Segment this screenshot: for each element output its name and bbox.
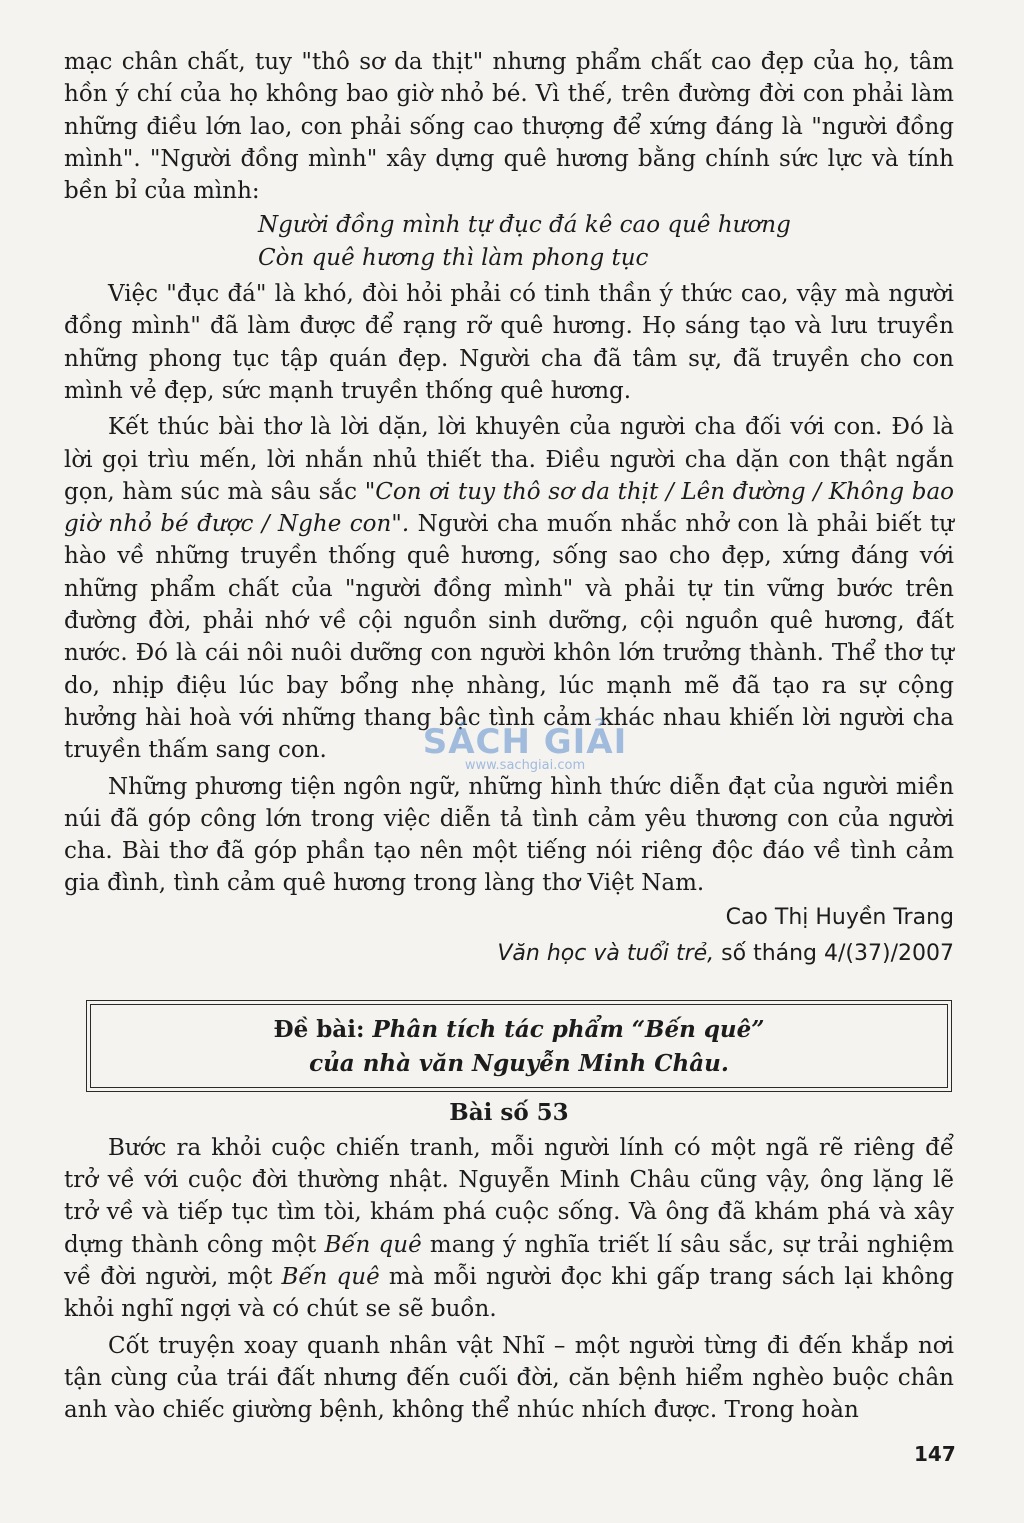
conclusion-quote: "Con ơi tuy thô sơ da thịt / Lên đường / Không bao giờ nhỏ bé được / Nghe con". (64, 478, 955, 538)
essay-p1-text-a: Bước ra khỏi cuộc chiến tranh, mỗi người lính có một ngã rẽ riêng để trở về với cuộc đời thường nhật. Nguyễn Minh Châu cũng vậy, ông lặng lẽ trở về và tiếp tục tìm tòi, khám phá cuộc sống. Và ông đã khám phá và xây dựng thành công một (64, 1134, 954, 1258)
topic-box (86, 1000, 952, 1092)
essay-title: Bài số 53 (449, 1098, 569, 1126)
author-name: Cao Thị Huyền Trang (725, 904, 954, 930)
paragraph-conclusion (64, 411, 954, 766)
source-citation (64, 936, 954, 972)
topic-inner (90, 1004, 948, 1088)
conclusion-text-2: Người cha muốn nhắc nhở con là phải biết tự hào về những truyền thống quê hương, sống sao cho đẹp, xứng đáng với những phẩm chất của "người đồng mình" và phải tự tin vững bước trên đường đời, phải nhớ về cội nguồn sinh dưỡng, cội nguồn quê hương, đất nước. Đó là cái nôi nuôi dưỡng con người khôn lớn trưởng thành. Thể thơ tự do, nhịp điệu lúc bay bổng nhẹ nhàng, lúc mạnh mẽ đã tạo ra sự cộng hưởng hài hoà với những thang bậc tình cảm khác nhau khiến lời người cha truyền thấm sang con. (64, 511, 954, 764)
topic-line-1 (101, 1013, 937, 1047)
essay-p1-text-c: mà mỗi người đọc khi gấp trang sách lại không khỏi nghĩ ngợi và có chút se sẽ buồn. (64, 1263, 955, 1323)
essay-p1-text-b: mang ý nghĩa triết lí sâu sắc, sự trải nghiệm về đời người, một (64, 1231, 954, 1290)
paragraph-carving-stone: Việc "đục đá" là khó, đòi hỏi phải có tinh thần ý thức cao, vậy mà người đồng mình" đã làm được để rạng rỡ quê hương. Họ sáng tạo và lưu truyền những phong tục tập quán đẹp. Người cha đã tâm sự, đã truyền cho con mình vẻ đẹp, sức mạnh truyền thống quê hương. (64, 281, 954, 404)
essay-paragraph-1 (64, 1132, 954, 1326)
page-number: 147 (914, 1442, 956, 1466)
watermark-main: SÁCH GIẢI (422, 722, 628, 762)
work-title-ben-que-1: Bến quê (324, 1231, 422, 1258)
verse-quote (64, 209, 954, 274)
watermark-logo (410, 722, 640, 773)
topic-prefix: Đề bài: (273, 1015, 373, 1043)
source-publication: Văn học và tuổi trẻ, (497, 940, 715, 966)
paragraph-intro: mạc chân chất, tuy "thô sơ da thịt" nhưng phẩm chất cao đẹp của họ, tâm hồn ý chí của họ không bao giờ nhỏ bé. Vì thế, trên đường đời con phải làm những điều lớn lao, con phải sống cao thượng để xứng đáng là "người đồng mình". "Người đồng mình" xây dựng quê hương bằng chính sức lực và tính bền bỉ của mình: (64, 49, 954, 205)
essay-paragraph-2: Cốt truyện xoay quanh nhân vật Nhĩ – một người từng đi đến khắp nơi tận cùng của trái đất nhưng đến cuối đời, căn bệnh hiểm nghèo buộc chân anh vào chiếc giường bệnh, không thể nhúc nhích được. Trong hoàn (64, 1332, 954, 1424)
verse-line-2: Còn quê hương thì làm phong tục (258, 244, 649, 271)
verse-line-1: Người đồng mình tự đục đá kê cao quê hương (258, 212, 791, 239)
paragraph-language: Những phương tiện ngôn ngữ, những hình thức diễn đạt của người miền núi đã góp công lớn trong việc diễn tả tình cảm yêu thương con của người cha. Bài thơ đã góp phần tạo nên một tiếng nói riêng độc đáo về tình cảm gia đình, tình cảm quê hương trong làng thơ Việt Nam. (64, 773, 954, 897)
source-issue: số tháng 4/(37)/2007 (714, 940, 954, 966)
topic-line-2 (101, 1047, 937, 1081)
work-title-ben-que-2: Bến quê (281, 1263, 380, 1290)
topic-title-2: của nhà văn Nguyễn Minh Châu. (309, 1049, 729, 1077)
conclusion-text-1: Kết thúc bài thơ là lời dặn, lời khuyên của người cha đối với con. Đó là lời gọi trìu mến, lời nhắn nhủ thiết tha. Điều người cha dặn con thật ngắn gọn, hàm súc mà sâu sắc (64, 414, 954, 505)
topic-title-1: Phân tích tác phẩm “Bến quê” (372, 1015, 765, 1043)
watermark-url: www.sachgiai.com (464, 758, 586, 773)
